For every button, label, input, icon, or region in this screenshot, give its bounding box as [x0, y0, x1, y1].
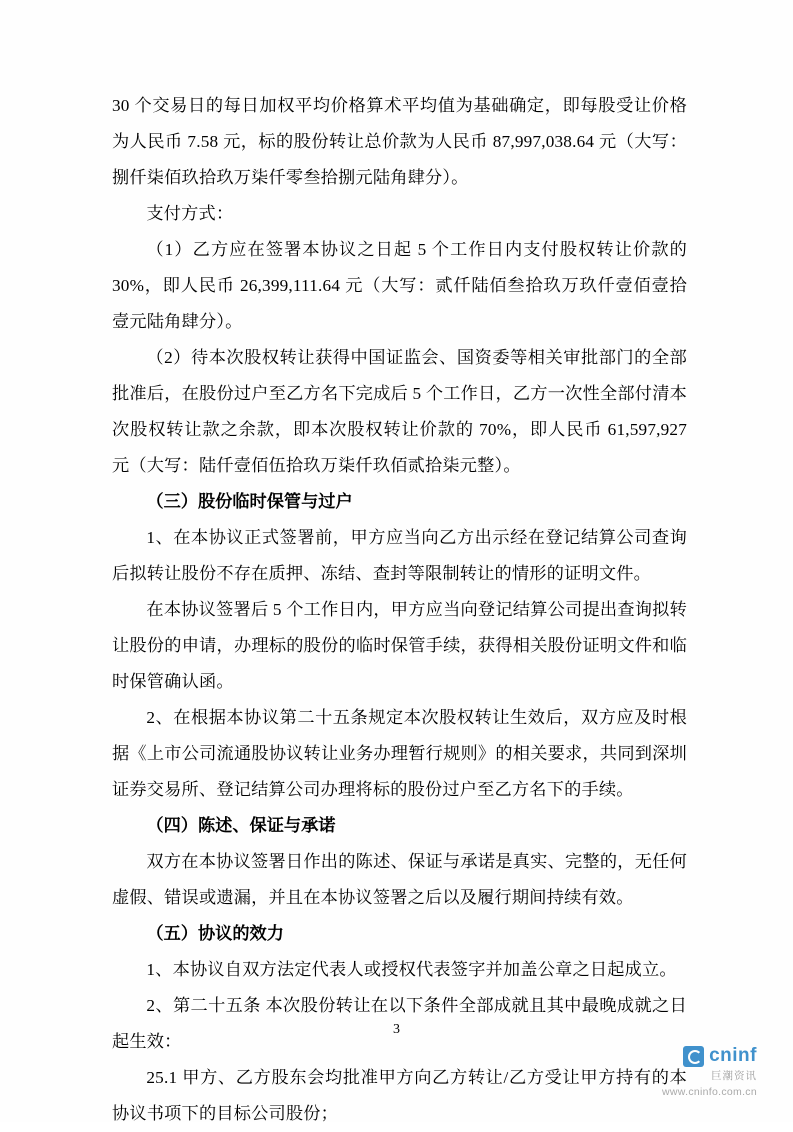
paragraph: （2）待本次股权转让获得中国证监会、国资委等相关审批部门的全部批准后，在股份过户至乙方名下完成后 5 个工作日，乙方一次性全部付清本次股权转让款之余款，即本次股权转让价款的 70%，即人民币 61,597,927 元（大写：陆仟壹佰伍拾玖万柒仟玖佰贰拾柒元整）。: [112, 348, 687, 475]
paragraph: 25.1 甲方、乙方股东会均批准甲方向乙方转让/乙方受让甲方持有的本协议书项下的目标公司股份；: [112, 1068, 687, 1123]
section-heading: （五）协议的效力: [146, 924, 284, 943]
section-heading: （三）股份临时保管与过户: [146, 492, 353, 511]
page-number: 3: [393, 1022, 400, 1037]
paragraph: 2、在根据本协议第二十五条规定本次股权转让生效后，双方应及时根据《上市公司流通股协议转让业务办理暂行规则》的相关要求，共同到深圳证券交易所、登记结算公司办理将标的股份过户至乙方名下的手续。: [112, 708, 687, 799]
watermark-row: [617, 1045, 757, 1067]
paragraph: 1、本协议自双方法定代表人或授权代表签字并加盖公章之日起成立。: [146, 960, 677, 979]
cninfo-watermark: [617, 1045, 757, 1098]
paragraph: 30 个交易日的每日加权平均价格算术平均值为基础确定，即每股受让价格为人民币 7.58 元，标的股份转让总价款为人民币 87,997,038.64 元（大写：捌仟柒佰玖拾玖万柒仟零叁拾捌元陆角肆分）。: [112, 96, 687, 187]
section-heading: （四）陈述、保证与承诺: [146, 816, 336, 835]
watermark-url: www.cninfo.com.cn: [662, 1086, 757, 1098]
paragraph: 在本协议签署后 5 个工作日内，甲方应当向登记结算公司提出查询拟转让股份的申请，办理标的股份的临时保管手续，获得相关股份证明文件和临时保管确认函。: [112, 600, 687, 691]
watermark-brand-cn: 巨潮资讯: [711, 1070, 757, 1082]
cninfo-logo-icon: [683, 1046, 704, 1067]
paragraph: 支付方式：: [146, 204, 234, 223]
paragraph: （1）乙方应在签署本协议之日起 5 个工作日内支付股权转让价款的 30%，即人民币 26,399,111.64 元（大写：贰仟陆佰叁拾玖万玖仟壹佰壹拾壹元陆角肆分）。: [112, 240, 687, 331]
watermark-brand: cninf: [709, 1045, 757, 1066]
document-body: [112, 88, 687, 1132]
paragraph: 双方在本协议签署日作出的陈述、保证与承诺是真实、完整的，无任何虚假、错误或遗漏，并且在本协议签署之后以及履行期间持续有效。: [112, 852, 687, 907]
paragraph: 1、在本协议正式签署前，甲方应当向乙方出示经在登记结算公司查询后拟转让股份不存在质押、冻结、查封等限制转让的情形的证明文件。: [112, 528, 687, 583]
paragraph: 2、第二十五条 本次股份转让在以下条件全部成就且其中最晚成就之日起生效：: [112, 996, 687, 1051]
